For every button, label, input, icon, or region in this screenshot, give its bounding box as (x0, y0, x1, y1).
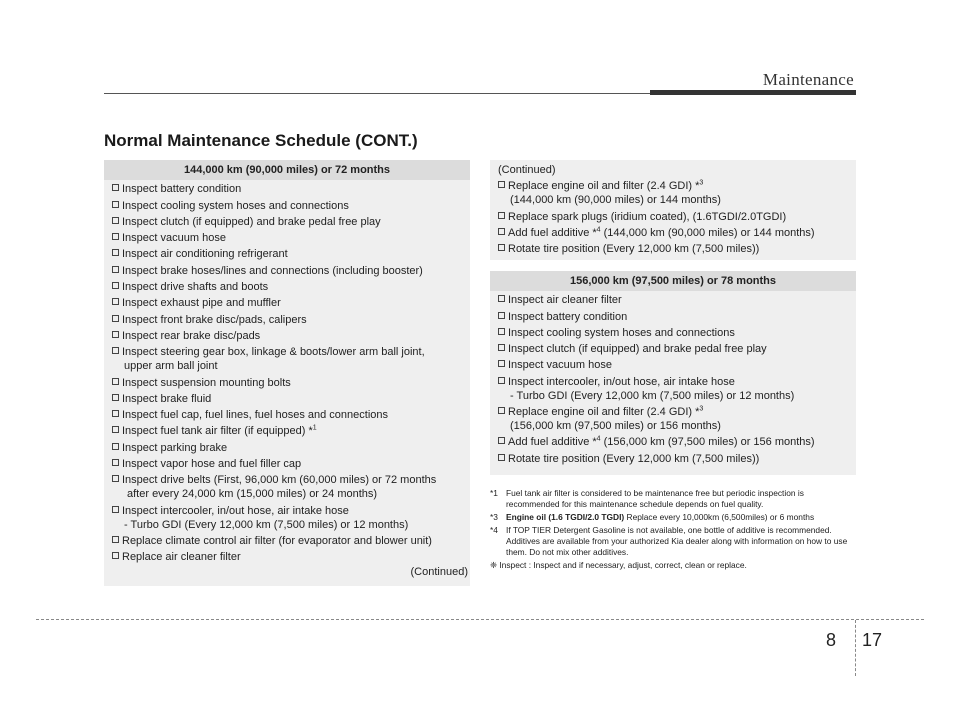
list-item: Add fuel additive *$^4$ (144,000 km (90,000 miles) or 144 months) (498, 226, 852, 240)
list-item: Inspect cooling system hoses and connections (498, 326, 852, 340)
list-item: Inspect vapor hose and fuel filler cap (112, 457, 466, 471)
list-item: Add fuel additive *$^4$ (156,000 km (97,500 miles) or 156 months) (498, 435, 852, 449)
bottom-rule (36, 619, 924, 620)
interval-band: 144,000 km (90,000 miles) or 72 months (104, 160, 470, 180)
list-item: Replace air cleaner filter (112, 550, 466, 564)
footnote-4: *4 If TOP TIER Detergent Gasoline is not available, one bottle of additive is recommended. Additives are available from your authorized Kia dealer along with information on how to use them. Do not mix other additives. (490, 525, 848, 557)
checkbox-icon (112, 298, 119, 305)
checkbox-icon (498, 437, 505, 444)
checkbox-icon (498, 312, 505, 319)
checkbox-icon (498, 360, 505, 367)
checkbox-icon (498, 344, 505, 351)
item-tail: (144,000 km (90,000 miles) or 144 months) (603, 226, 815, 239)
checkbox-icon (112, 249, 119, 256)
checklist (490, 179, 856, 256)
checkbox-icon (498, 228, 505, 235)
list-item: Inspect clutch (if equipped) and brake pedal free play (112, 215, 466, 229)
footnote-ref: 4 (596, 435, 601, 443)
list-item: Inspect battery condition (498, 310, 852, 324)
list-item: Inspect suspension mounting bolts (112, 376, 466, 390)
footnote-ref: 3 (699, 405, 704, 413)
checkbox-icon (112, 426, 119, 433)
footnote-1: *1 Fuel tank air filter is considered to be maintenance free but periodic inspection is recommended for this maintenance schedule depends on fuel quality. (490, 488, 804, 509)
footnotes (490, 488, 856, 573)
list-item: Inspect fuel cap, fuel lines, fuel hoses and connections (112, 408, 466, 422)
item-subline: (144,000 km (90,000 miles) or 144 months) (510, 194, 721, 207)
item-subline: after every 24,000 km (15,000 miles) or 24 months) (127, 488, 378, 501)
list-item: Inspect intercooler, in/out hose, air intake hose - Turbo GDI (Every 12,000 km (7,500 miles) or 12 months) (112, 504, 466, 532)
header-rule (104, 93, 650, 94)
schedule-144000-panel (104, 160, 470, 586)
checkbox-icon (112, 443, 119, 450)
chapter-number: 8 (826, 630, 837, 650)
schedule-144000-continued-panel (490, 160, 856, 260)
list-item: Inspect drive shafts and boots (112, 280, 466, 294)
checkbox-icon (498, 212, 505, 219)
checkbox-icon (112, 217, 119, 224)
list-item: Inspect fuel tank air filter (if equipped) *$^1$ (112, 424, 466, 438)
list-item: Inspect steering gear box, linkage & boots/lower arm ball joint, upper arm ball joint (112, 345, 466, 373)
checkbox-icon (498, 244, 505, 251)
checkbox-icon (112, 315, 119, 322)
checkbox-icon (498, 295, 505, 302)
list-item: Inspect brake fluid (112, 392, 466, 406)
page-number-divider (855, 620, 856, 676)
checkbox-icon (112, 184, 119, 191)
list-item: Rotate tire position (Every 12,000 km (7,500 miles)) (498, 452, 852, 466)
checkbox-icon (112, 552, 119, 559)
checkbox-icon (498, 454, 505, 461)
checkbox-icon (112, 410, 119, 417)
list-item: Inspect exhaust pipe and muffler (112, 296, 466, 310)
footnote-ref: 1 (312, 424, 317, 432)
page-number: 17 (862, 630, 883, 650)
item-subline: (156,000 km (97,500 miles) or 156 months) (510, 420, 721, 433)
list-item: Replace engine oil and filter (2.4 GDI) *$^3$ (156,000 km (97,500 miles) or 156 months) (498, 405, 852, 433)
checkbox-icon (498, 181, 505, 188)
item-subline: upper arm ball joint (124, 360, 218, 373)
item-subline: - Turbo GDI (Every 12,000 km (7,500 miles) or 12 months) (510, 389, 795, 402)
list-item: Replace engine oil and filter (2.4 GDI) *$^3$ (144,000 km (90,000 miles) or 144 months) (498, 179, 852, 207)
list-item: Inspect rear brake disc/pads (112, 329, 466, 343)
list-item: Inspect brake hoses/lines and connections (including booster) (112, 264, 466, 278)
checkbox-icon (498, 328, 505, 335)
footnote-ref: 4 (596, 226, 601, 234)
list-item: Inspect vacuum hose (112, 231, 466, 245)
note-icon: ❈ (490, 560, 498, 570)
checkbox-icon (112, 233, 119, 240)
checkbox-icon (112, 506, 119, 513)
checkbox-icon (112, 536, 119, 543)
section-title: Maintenance (762, 70, 854, 89)
footnote-3: *3 Engine oil (1.6 TGDI/2.0 TGDI) Replace every 10,000km (6,500miles) or 6 months (490, 512, 815, 522)
inspect-note: ❈ Inspect : Inspect and if necessary, adjust, correct, clean or replace. (490, 560, 747, 570)
continued-label: (Continued) (498, 164, 556, 176)
checkbox-icon (498, 377, 505, 384)
continued-label: (Continued) (410, 566, 468, 579)
checkbox-icon (112, 201, 119, 208)
list-item: Inspect intercooler, in/out hose, air intake hose - Turbo GDI (Every 12,000 km (7,500 miles) or 12 months) (498, 375, 852, 403)
list-item: Inspect cooling system hoses and connections (112, 199, 466, 213)
list-item: Replace climate control air filter (for evaporator and blower unit) (112, 534, 466, 548)
list-item: Replace spark plugs (iridium coated), (1.6TGDI/2.0TGDI) (498, 210, 852, 224)
checkbox-icon (112, 378, 119, 385)
list-item: Inspect drive belts (First, 96,000 km (60,000 miles) or 72 months after every 24,000 km (15,000 miles) or 24 months) (112, 473, 466, 501)
item-tail: (156,000 km (97,500 miles) or 156 months) (603, 436, 815, 449)
list-item: Inspect battery condition (112, 182, 466, 196)
checkbox-icon (112, 394, 119, 401)
item-subline: - Turbo GDI (Every 12,000 km (7,500 miles) or 12 months) (124, 518, 409, 531)
checkbox-icon (498, 407, 505, 414)
list-item: Inspect air cleaner filter (498, 293, 852, 307)
checkbox-icon (112, 331, 119, 338)
list-item: Inspect clutch (if equipped) and brake pedal free play (498, 342, 852, 356)
schedule-156000-panel (490, 271, 856, 475)
list-item: Rotate tire position (Every 12,000 km (7,500 miles)) (498, 242, 852, 256)
checklist (104, 182, 470, 564)
checkbox-icon (112, 266, 119, 273)
interval-band: 156,000 km (97,500 miles) or 78 months (490, 271, 856, 291)
list-item: Inspect vacuum hose (498, 358, 852, 372)
page-title: Normal Maintenance Schedule (CONT.) (104, 131, 418, 150)
list-item: Inspect front brake disc/pads, calipers (112, 313, 466, 327)
checkbox-icon (112, 347, 119, 354)
header-bar (650, 90, 856, 95)
checkbox-icon (112, 475, 119, 482)
checkbox-icon (112, 459, 119, 466)
checkbox-icon (112, 282, 119, 289)
checklist (490, 293, 856, 465)
list-item: Inspect parking brake (112, 441, 466, 455)
footnote-ref: 3 (699, 179, 704, 187)
list-item: Inspect air conditioning refrigerant (112, 247, 466, 261)
